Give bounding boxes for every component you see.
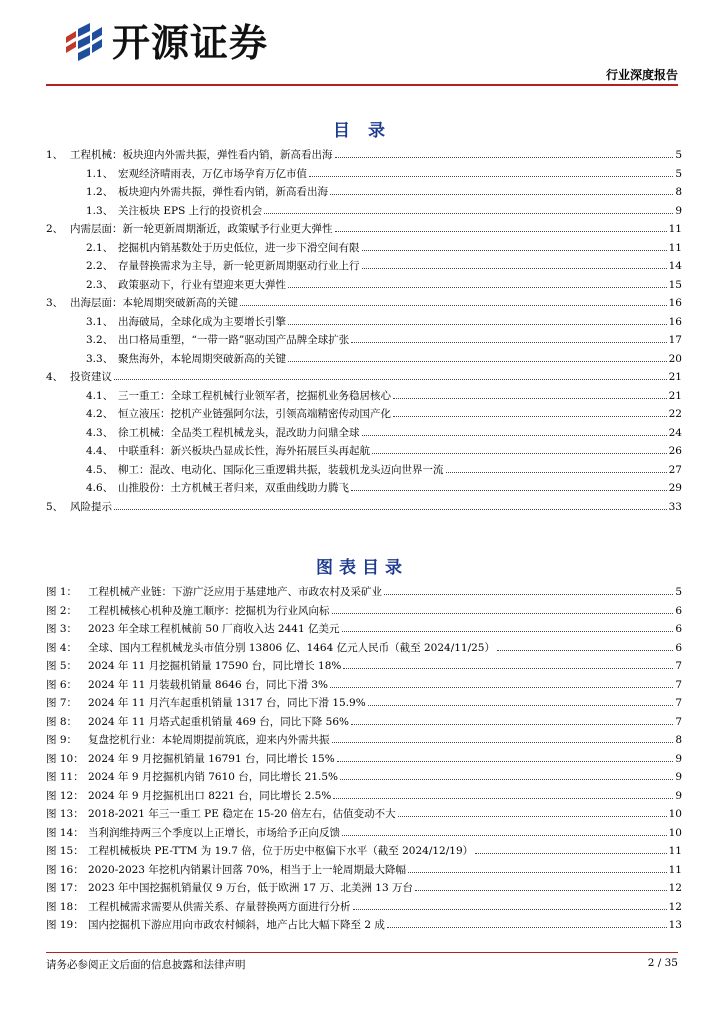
figure-entry[interactable] <box>46 620 682 639</box>
entry-text: 恒立液压：挖机产业链强阿尔法，引领高端精密传动国产化 <box>118 408 391 420</box>
entry-text: 出口格局重塑，“一带一路”驱动国产品牌全球扩张 <box>118 334 350 346</box>
dot-leader <box>387 927 667 928</box>
entry-page: 7 <box>675 697 682 709</box>
toc-entry[interactable] <box>46 165 682 184</box>
entry-number: 3、 <box>46 297 64 309</box>
entry-number: 图 14： <box>46 826 84 839</box>
entry-text: 风险提示 <box>70 500 112 513</box>
figure-entry[interactable] <box>46 787 682 806</box>
entry-text: 内需层面：新一轮更新周期渐近，政策赋予行业更大弹性 <box>70 223 333 235</box>
entry-page: 8 <box>675 734 682 746</box>
entry-page: 10 <box>668 826 682 839</box>
entry-page: 14 <box>668 260 682 272</box>
toc-entry[interactable] <box>46 350 682 369</box>
toc-entry[interactable] <box>46 424 682 443</box>
entry-number: 图 7： <box>46 697 78 709</box>
entry-page: 33 <box>668 500 682 513</box>
entry-text: 出海层面：本轮周期突破新高的关键 <box>70 297 238 309</box>
entry-page: 6 <box>675 623 682 635</box>
dot-leader <box>351 724 673 725</box>
entry-page: 16 <box>668 315 682 328</box>
entry-text: 2018-2021 年三一重工 PE 稳定在 15-20 倍左右，估值变动不大 <box>88 808 396 820</box>
dot-leader <box>415 890 667 891</box>
entry-text: 当利润维持两三个季度以上正增长，市场给予正向反馈 <box>88 826 340 839</box>
dot-leader <box>337 761 674 762</box>
entry-page: 6 <box>675 604 682 617</box>
dot-leader <box>114 509 667 510</box>
dot-leader <box>240 305 667 306</box>
company-name: 开源证券 <box>112 21 269 65</box>
toc-entry[interactable] <box>46 405 682 424</box>
entry-text: 2023 年中国挖掘机销量仅 9 万台，低于欧洲 17 万、北美洲 13 万台 <box>88 882 413 894</box>
entry-page: 11 <box>668 223 682 235</box>
entry-number: 1.2、 <box>86 186 114 198</box>
list-of-figures <box>46 583 682 935</box>
entry-number: 图 10： <box>46 752 84 765</box>
entry-number: 图 16： <box>46 863 84 876</box>
entry-page: 6 <box>675 641 682 654</box>
entry-number: 图 15： <box>46 845 84 857</box>
entry-text: 挖掘机内销基数处于历史低位，进一步下滑空间有限 <box>118 241 360 254</box>
entry-text: 2024 年 9 月挖掘机出口 8221 台，同比增长 2.5% <box>88 789 332 802</box>
dot-leader <box>351 342 666 343</box>
entry-text: 关注板块 EPS 上行的投资机会 <box>118 204 263 217</box>
entry-number: 4.6、 <box>86 482 114 494</box>
entry-number: 图 3： <box>46 623 78 635</box>
dot-leader <box>335 157 674 158</box>
entry-number: 图 5： <box>46 660 78 672</box>
entry-page: 9 <box>675 771 682 783</box>
entry-text: 2024 年 11 月汽车起重机销量 1317 台，同比下滑 15.9% <box>88 697 366 709</box>
figure-entry[interactable] <box>46 898 682 917</box>
entry-text: 2023 年全球工程机械前 50 厂商收入达 2441 亿美元 <box>88 623 340 635</box>
entry-number: 图 19： <box>46 919 84 931</box>
entry-number: 图 12： <box>46 789 84 802</box>
entry-number: 图 2： <box>46 604 78 617</box>
figure-entry[interactable] <box>46 805 682 824</box>
dot-leader <box>332 613 674 614</box>
dot-leader <box>368 705 674 706</box>
dot-leader <box>342 631 674 632</box>
entry-page: 27 <box>668 463 682 476</box>
entry-page: 9 <box>675 204 682 217</box>
entry-number: 图 11： <box>46 771 84 783</box>
entry-page: 10 <box>668 808 682 820</box>
entry-page: 26 <box>668 445 682 457</box>
entry-page: 12 <box>668 900 682 913</box>
dot-leader <box>353 909 667 910</box>
figure-entry[interactable] <box>46 583 682 602</box>
entry-page: 20 <box>668 352 682 365</box>
entry-text: 板块迎内外需共振，弹性看内销，新高看出海 <box>118 186 328 198</box>
entry-number: 2.3、 <box>86 278 114 291</box>
figure-entry[interactable] <box>46 768 682 787</box>
entry-number: 4.3、 <box>86 426 114 439</box>
entry-page: 16 <box>668 297 682 309</box>
company-logo <box>62 20 268 66</box>
entry-number: 2.1、 <box>86 241 114 254</box>
figure-entry[interactable] <box>46 842 682 861</box>
entry-number: 图 8： <box>46 715 78 728</box>
figure-entry[interactable] <box>46 879 682 898</box>
entry-number: 3.1、 <box>86 315 114 328</box>
toc-entry[interactable] <box>46 368 682 387</box>
dot-leader <box>330 687 673 688</box>
entry-page: 21 <box>668 371 682 383</box>
entry-number: 图 6： <box>46 678 78 691</box>
entry-number: 2、 <box>46 223 64 235</box>
report-type-label: 行业深度报告 <box>605 68 678 82</box>
entry-text: 徐工机械：全品类工程机械龙头，混改助力问鼎全球 <box>118 426 360 439</box>
entry-number: 1.1、 <box>86 167 114 180</box>
dot-leader <box>393 416 667 417</box>
entry-number: 图 18： <box>46 900 84 913</box>
footer-disclaimer: 请务必参阅正文后面的信息披露和法律声明 <box>46 959 246 971</box>
figure-entry[interactable] <box>46 694 682 713</box>
dot-leader <box>343 668 673 669</box>
toc-entry[interactable] <box>46 442 682 461</box>
figure-entry[interactable] <box>46 657 682 676</box>
dot-leader <box>309 176 673 177</box>
toc-entry[interactable] <box>46 387 682 406</box>
entry-page: 8 <box>675 186 682 198</box>
entry-number: 图 4： <box>46 641 78 654</box>
entry-page: 7 <box>675 678 682 691</box>
entry-number: 1.3、 <box>86 204 114 217</box>
entry-text: 2024 年 11 月装载机销量 8646 台，同比下滑 3% <box>88 678 328 691</box>
entry-page: 9 <box>675 789 682 802</box>
entry-number: 图 1： <box>46 586 78 598</box>
entry-page: 11 <box>668 863 682 876</box>
footer-divider <box>46 952 678 953</box>
dot-leader <box>333 798 673 799</box>
toc-entry[interactable] <box>46 276 682 295</box>
dot-leader <box>114 379 667 380</box>
dot-leader <box>288 287 667 288</box>
toc-entry[interactable] <box>46 202 682 221</box>
entry-text: 工程机械产业链：下游广泛应用于基建地产、市政农村及采矿业 <box>88 586 382 598</box>
toc-entry[interactable] <box>46 498 682 517</box>
entry-text: 投资建议 <box>70 371 112 383</box>
toc-entry[interactable] <box>46 479 682 498</box>
entry-text: 2024 年 11 月塔式起重机销量 469 台，同比下降 56% <box>88 715 349 728</box>
toc-entry[interactable] <box>46 239 682 258</box>
toc-entry[interactable] <box>46 294 682 313</box>
dot-leader <box>332 742 674 743</box>
dot-leader <box>372 453 667 454</box>
entry-number: 图 9： <box>46 734 78 746</box>
entry-number: 图 17： <box>46 882 84 894</box>
entry-text: 山推股份：土方机械王者归来，双重曲线助力腾飞 <box>118 482 349 494</box>
entry-text: 全球、国内工程机械龙头市值分别 13806 亿、1464 亿元人民币（截至 2024/11/25） <box>88 641 495 654</box>
toc-entry[interactable] <box>46 331 682 350</box>
entry-page: 21 <box>668 389 682 402</box>
dot-leader <box>288 361 667 362</box>
entry-text: 中联重科：新兴板块凸显成长性，海外拓展巨头再起航 <box>118 445 370 457</box>
dot-leader <box>393 398 667 399</box>
entry-page: 22 <box>668 408 682 420</box>
entry-text: 三一重工：全球工程机械行业领军者，挖掘机业务稳居核心 <box>118 389 391 402</box>
entry-number: 4、 <box>46 371 64 383</box>
dot-leader <box>330 194 673 195</box>
dot-leader <box>288 324 667 325</box>
dot-leader <box>342 835 667 836</box>
entry-text: 国内挖掘机下游应用向市政农村倾斜，地产占比大幅下降至 2 成 <box>88 919 385 931</box>
entry-page: 15 <box>668 278 682 291</box>
entry-number: 3.3、 <box>86 352 114 365</box>
toc-entry[interactable] <box>46 220 682 239</box>
entry-page: 5 <box>675 149 682 161</box>
entry-text: 2020-2023 年挖机内销累计回落 70%，相当于上一轮周期最大降幅 <box>88 863 407 876</box>
dot-leader <box>351 490 667 491</box>
figure-entry[interactable] <box>46 861 682 880</box>
toc-entry[interactable] <box>46 257 682 276</box>
dot-leader <box>264 213 673 214</box>
entry-page: 5 <box>675 586 682 598</box>
entry-text: 2024 年 9 月挖掘机内销 7610 台，同比增长 21.5% <box>88 771 339 783</box>
dot-leader <box>384 594 673 595</box>
figure-entry[interactable] <box>46 713 682 732</box>
toc-title: 目 录 <box>333 121 391 141</box>
dot-leader <box>335 231 667 232</box>
entry-number: 4.5、 <box>86 463 114 476</box>
entry-number: 2.2、 <box>86 260 114 272</box>
toc-entry[interactable] <box>46 183 682 202</box>
figure-entry[interactable] <box>46 916 682 935</box>
entry-text: 工程机械需求需要从供需关系、存量替换两方面进行分析 <box>88 900 351 913</box>
toc-entry[interactable] <box>46 146 682 165</box>
entry-page: 24 <box>668 426 682 439</box>
entry-number: 1、 <box>46 149 64 161</box>
entry-text: 柳工：混改、电动化、国际化三重逻辑共振，装载机龙头迈向世界一流 <box>118 463 444 476</box>
entry-number: 4.2、 <box>86 408 114 420</box>
figure-entry[interactable] <box>46 676 682 695</box>
entry-page: 13 <box>668 919 682 931</box>
figure-entry[interactable] <box>46 824 682 843</box>
entry-text: 2024 年 9 月挖掘机销量 16791 台，同比增长 15% <box>88 752 335 765</box>
entry-text: 工程机械：板块迎内外需共振，弹性看内销，新高看出海 <box>70 149 333 161</box>
table-of-contents <box>46 146 682 516</box>
dot-leader <box>497 650 673 651</box>
entry-number: 5、 <box>46 500 64 513</box>
entry-text: 工程机械板块 PE-TTM 为 19.7 倍，位于历史中枢偏下水平（截至 2024/12/19） <box>88 845 474 857</box>
dot-leader <box>408 872 667 873</box>
figure-entry[interactable] <box>46 731 682 750</box>
entry-text: 2024 年 11 月挖掘机销量 17590 台，同比增长 18% <box>88 660 342 672</box>
toc-entry[interactable] <box>46 461 682 480</box>
entry-number: 3.2、 <box>86 334 114 346</box>
dot-leader <box>362 250 667 251</box>
entry-number: 4.1、 <box>86 389 114 402</box>
header-divider <box>46 84 678 86</box>
figure-entry[interactable] <box>46 602 682 621</box>
dot-leader <box>446 472 667 473</box>
page-header <box>0 0 724 92</box>
dot-leader <box>340 779 673 780</box>
dot-leader <box>398 816 667 817</box>
entry-page: 5 <box>675 167 682 180</box>
entry-number: 4.4、 <box>86 445 114 457</box>
entry-page: 9 <box>675 752 682 765</box>
entry-page: 7 <box>675 660 682 672</box>
entry-page: 11 <box>668 845 682 857</box>
entry-number: 图 13： <box>46 808 84 820</box>
entry-page: 7 <box>675 715 682 728</box>
entry-text: 出海破局，全球化成为主要增长引擎 <box>118 315 286 328</box>
figure-entry[interactable] <box>46 639 682 658</box>
dot-leader <box>475 853 666 854</box>
entry-text: 复盘挖机行业：本轮周期提前筑底，迎来内外需共振 <box>88 734 330 746</box>
entry-text: 宏观经济晴雨表，万亿市场孕育万亿市值 <box>118 167 307 180</box>
toc-entry[interactable] <box>46 313 682 332</box>
entry-page: 17 <box>668 334 682 346</box>
dot-leader <box>362 435 667 436</box>
entry-text: 存量替换需求为主导，新一轮更新周期驱动行业上行 <box>118 260 360 272</box>
entry-page: 11 <box>668 241 682 254</box>
logo-mark-icon <box>62 23 106 63</box>
page-number: 2 / 35 <box>647 957 678 969</box>
figure-list-title: 图表目录 <box>316 558 408 578</box>
figure-entry[interactable] <box>46 750 682 769</box>
entry-text: 工程机械核心机种及施工顺序：挖掘机为行业风向标 <box>88 604 330 617</box>
entry-text: 政策驱动下，行业有望迎来更大弹性 <box>118 278 286 291</box>
entry-page: 12 <box>668 882 682 894</box>
entry-text: 聚焦海外，本轮周期突破新高的关键 <box>118 352 286 365</box>
dot-leader <box>362 268 667 269</box>
entry-page: 29 <box>668 482 682 494</box>
